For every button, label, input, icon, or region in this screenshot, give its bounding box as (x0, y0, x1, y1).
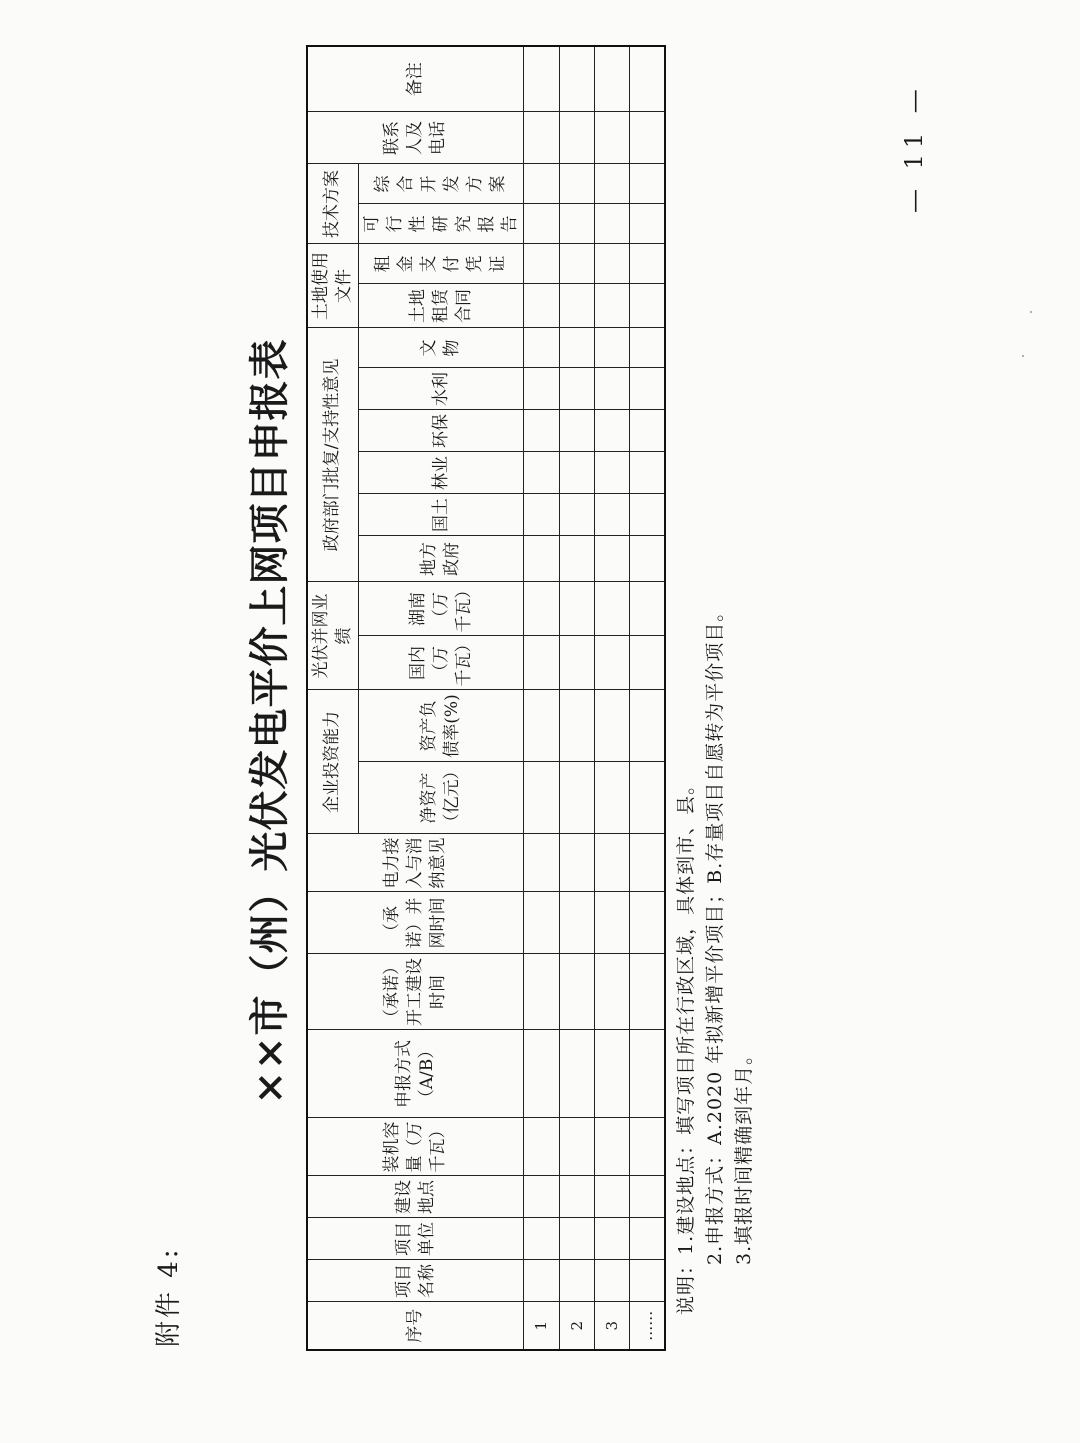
header-local-gov: 地方政府 (358, 536, 524, 582)
note-line-3: 3.填报时间精确到年月。 (733, 1044, 755, 1265)
header-contact: 联系人及电话 (307, 112, 524, 164)
table-row (524, 46, 559, 1350)
header-start-time: （承诺）开工建设时间 (307, 954, 524, 1030)
header-grid-perf-group: 光伏并网业绩 (307, 582, 358, 690)
scan-speck (1030, 311, 1032, 313)
header-land-resources: 国土 (358, 494, 524, 536)
page-title: ××市（州）光伏发电平价上网项目申报表 (246, 338, 293, 1105)
header-invest-group: 企业投资能力 (307, 690, 358, 834)
header-water: 水利 (358, 368, 524, 410)
page-number: — 11 — (900, 83, 928, 213)
header-capacity: 装机容量（万千瓦） (307, 1118, 524, 1176)
header-land-group: 土地使用文件 (307, 244, 358, 328)
header-dev-plan: 综合开发方案 (358, 164, 524, 204)
header-debt-ratio: 资产负债率(%) (358, 690, 524, 762)
header-relics: 文物 (358, 328, 524, 368)
application-table (306, 45, 666, 1351)
header-lease-contract: 土地租赁合同 (358, 284, 524, 328)
scan-speck (1022, 355, 1024, 357)
row-seq: 2 (559, 1302, 594, 1350)
header-rent-proof: 租金支付凭证 (358, 244, 524, 284)
note-line-1: 说明：1.建设地点：填写项目所在行政区域，具体到市、县。 (675, 774, 697, 1315)
header-gov-group: 政府部门批复/支持性意见 (307, 328, 358, 582)
header-environment: 环保 (358, 410, 524, 452)
header-power-opinion: 电力接入与消纳意见 (307, 834, 524, 892)
header-hunan: 湖南（万千瓦） (358, 582, 524, 636)
header-tech-group: 技术方案 (307, 164, 358, 244)
table-row (629, 46, 665, 1350)
header-grid-time: （承诺）并网时间 (307, 892, 524, 954)
header-method: 申报方式（A/B） (307, 1030, 524, 1118)
header-forestry: 林业 (358, 452, 524, 494)
row-seq: …… (629, 1302, 665, 1350)
row-seq: 1 (524, 1302, 559, 1350)
header-remarks: 备注 (307, 46, 524, 112)
header-location: 建设地点 (307, 1176, 524, 1218)
row-seq: 3 (594, 1302, 629, 1350)
table-row (594, 46, 629, 1350)
attachment-label: 附件 4: (154, 1246, 184, 1347)
header-domestic: 国内（万千瓦） (358, 636, 524, 690)
header-seq: 序号 (307, 1302, 524, 1350)
header-net-assets: 净资产（亿元） (358, 762, 524, 834)
notes (672, 602, 759, 1315)
header-project-unit: 项目单位 (307, 1218, 524, 1260)
table-row (559, 46, 594, 1350)
note-line-2: 2.申报方式：A.2020 年拟新增平价项目；B.存量项目自愿转为平价项目。 (704, 601, 726, 1265)
header-project-name: 项目名称 (307, 1260, 524, 1302)
header-feasibility: 可行性研究报告 (358, 204, 524, 244)
